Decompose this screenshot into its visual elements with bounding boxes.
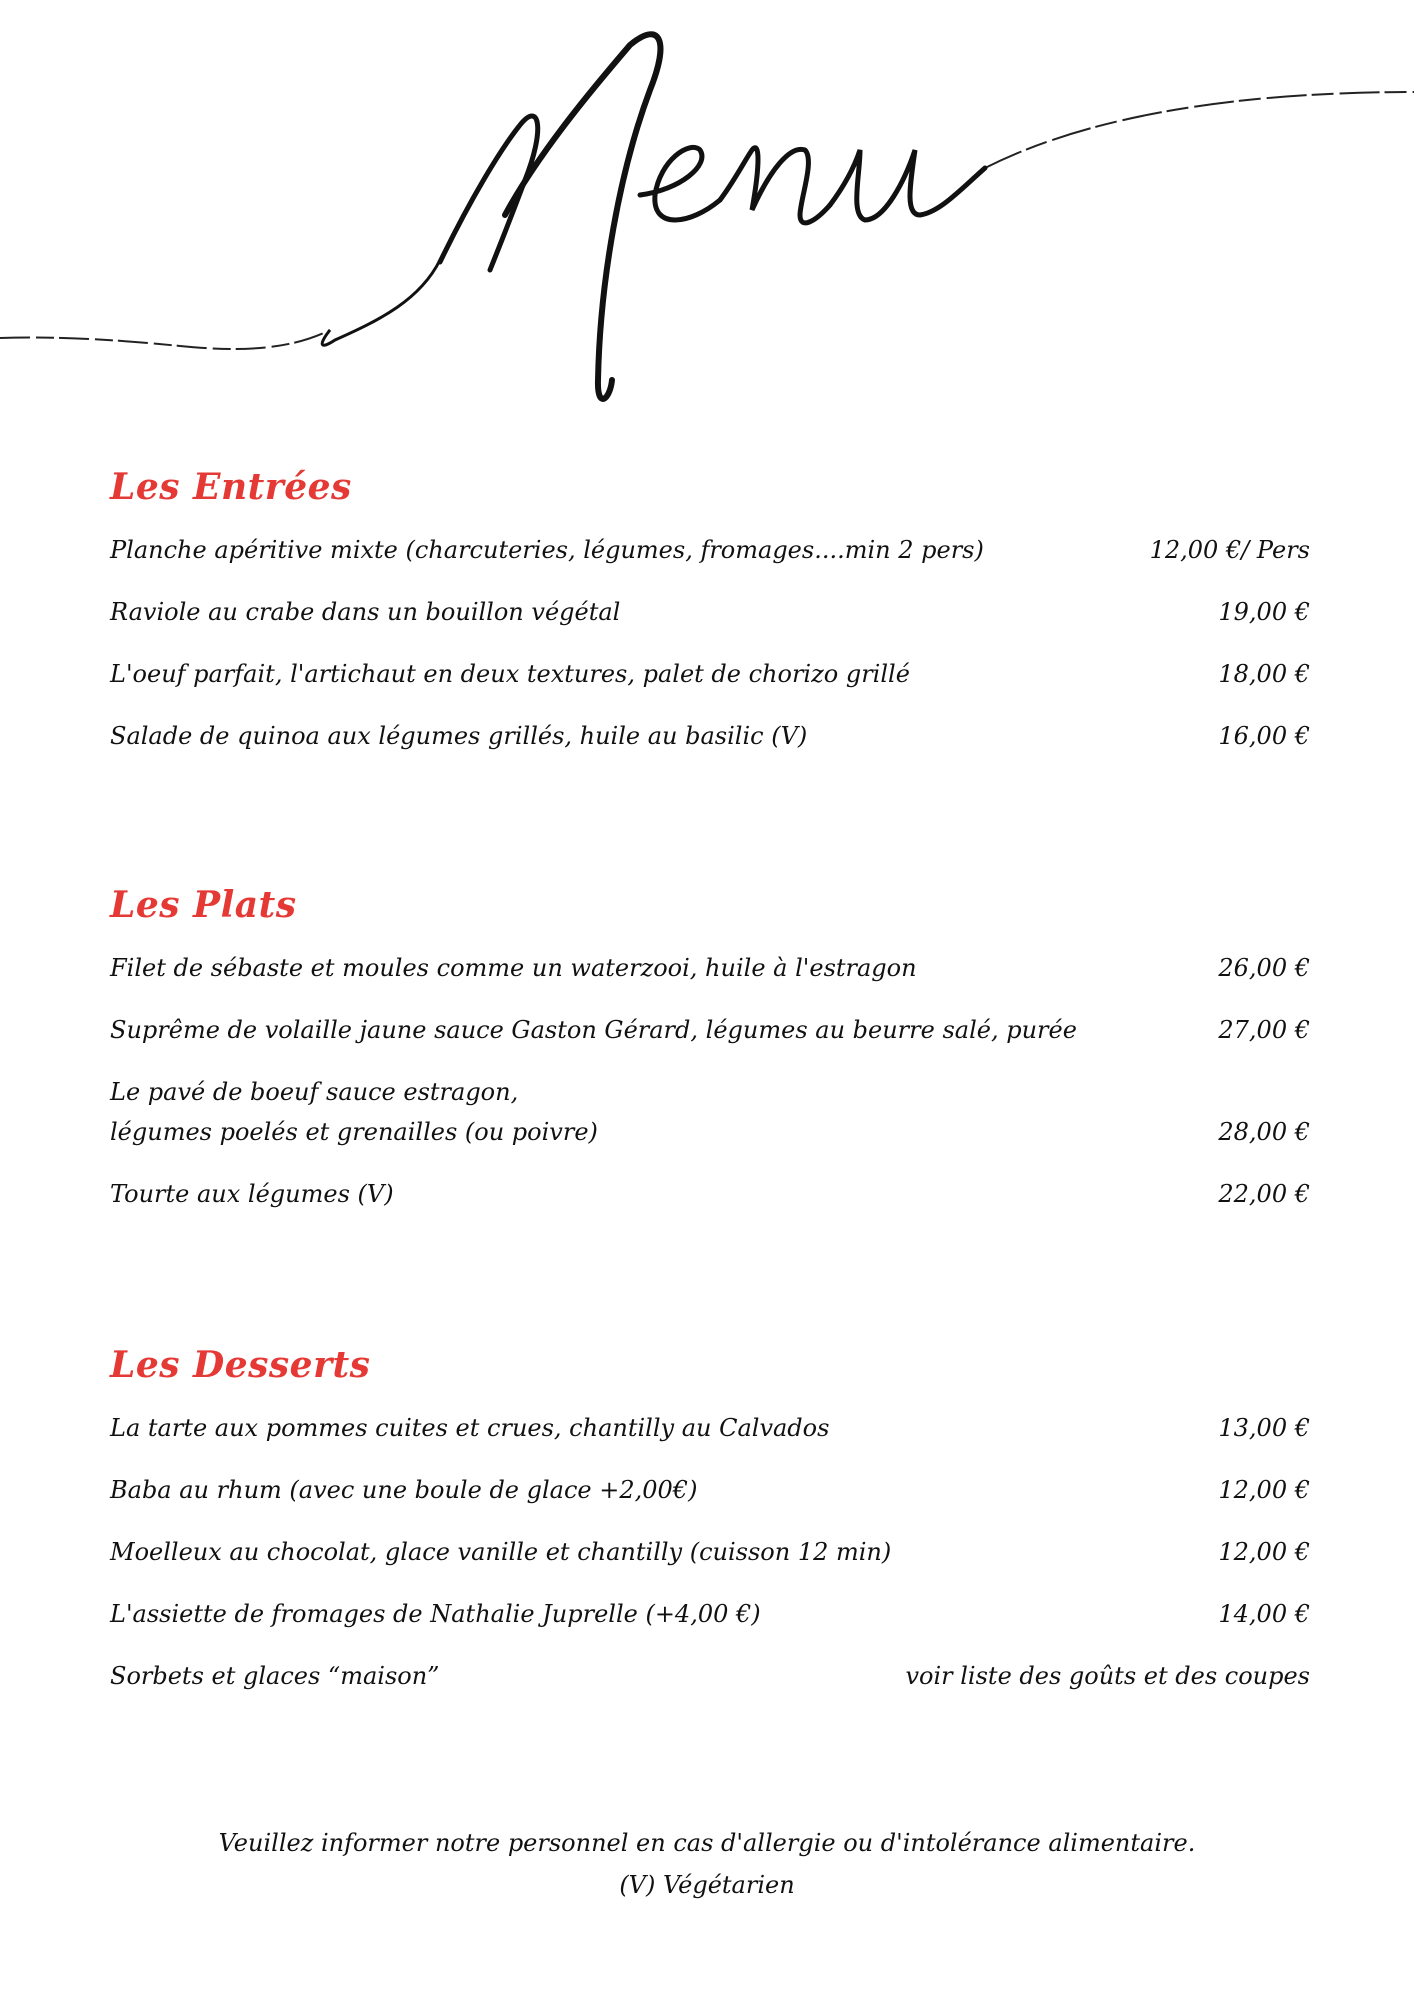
item-name-line-1: Le pavé de boeuf sauce estragon, (110, 1078, 519, 1106)
item-price: 19,00 € (1218, 598, 1310, 626)
item-name: Planche apéritive mixte (charcuteries, légumes, fromages....min 2 pers) (110, 536, 984, 564)
item-name: Tourte aux légumes (V) (110, 1180, 394, 1208)
menu-item (110, 1656, 1310, 1696)
letter-m-stroke-1 (440, 116, 538, 270)
item-name-line-2: légumes poelés et grenailles (ou poivre) (110, 1118, 598, 1146)
item-price: 18,00 € (1218, 660, 1310, 688)
item-price: 12,00 €/ Pers (1149, 536, 1310, 564)
section-title-plats: Les Plats (110, 884, 297, 926)
allergy-notice: Veuillez informer notre personnel en cas d'allergie ou d'intolérance alimentaire. (218, 1829, 1196, 1857)
section-title-desserts: Les Desserts (110, 1344, 371, 1386)
item-name: Moelleux au chocolat, glace vanille et chantilly (cuisson 12 min) (110, 1538, 892, 1566)
plats-list (110, 948, 1310, 1214)
item-name (110, 1072, 1218, 1152)
entrees-list (110, 530, 1310, 756)
menu-item (110, 1408, 1310, 1448)
menu-item (110, 654, 1310, 694)
item-name: Raviole au crabe dans un bouillon végétal (110, 598, 621, 626)
item-name: Baba au rhum (avec une boule de glace +2,00€) (110, 1476, 698, 1504)
letter-e (640, 147, 720, 220)
menu-item (110, 716, 1310, 756)
letter-n (720, 148, 830, 223)
menu-item (110, 948, 1310, 988)
item-price: 13,00 € (1218, 1414, 1310, 1442)
menu-item (110, 1174, 1310, 1214)
section-title-entrees: Les Entrées (110, 466, 352, 508)
item-price: voir liste des goûts et des coupes (905, 1662, 1310, 1690)
item-name: L'assiette de fromages de Nathalie Juprelle (+4,00 €) (110, 1600, 761, 1628)
item-price: 14,00 € (1218, 1600, 1310, 1628)
menu-item (110, 1470, 1310, 1510)
desserts-list (110, 1408, 1310, 1696)
item-name: La tarte aux pommes cuites et crues, chantilly au Calvados (110, 1414, 830, 1442)
item-name: Sorbets et glaces “maison” (110, 1662, 440, 1690)
menu-item (110, 530, 1310, 570)
item-name: Filet de sébaste et moules comme un waterzooi, huile à l'estragon (110, 954, 917, 982)
menu-item (110, 1594, 1310, 1634)
letter-m-stroke-2 (505, 34, 660, 399)
item-name: Salade de quinoa aux légumes grillés, huile au basilic (V) (110, 722, 808, 750)
item-price: 16,00 € (1218, 722, 1310, 750)
footer-note (0, 1822, 1414, 1906)
item-price: 26,00 € (1218, 954, 1310, 982)
menu-item (110, 592, 1310, 632)
menu-item (110, 1532, 1310, 1572)
letter-u (830, 150, 985, 220)
item-price: 22,00 € (1218, 1180, 1310, 1208)
menu-header (0, 0, 1414, 430)
vegetarian-legend: (V) Végétarien (619, 1871, 795, 1899)
menu-script-logo (0, 0, 1414, 430)
item-price: 27,00 € (1218, 1016, 1310, 1044)
section-desserts (110, 1340, 1310, 1718)
flourish-loop (322, 260, 440, 345)
section-entrees (110, 462, 1310, 778)
section-plats (110, 880, 1310, 1236)
flourish-left-line (0, 330, 330, 349)
menu-item (110, 1072, 1310, 1152)
menu-item (110, 1010, 1310, 1050)
flourish-right-line (985, 92, 1414, 168)
item-price: 28,00 € (1218, 1118, 1310, 1146)
item-name: L'oeuf parfait, l'artichaut en deux textures, palet de chorizo grillé (110, 660, 910, 688)
item-price: 12,00 € (1218, 1476, 1310, 1504)
item-price: 12,00 € (1218, 1538, 1310, 1566)
item-name: Suprême de volaille jaune sauce Gaston Gérard, légumes au beurre salé, purée (110, 1016, 1077, 1044)
